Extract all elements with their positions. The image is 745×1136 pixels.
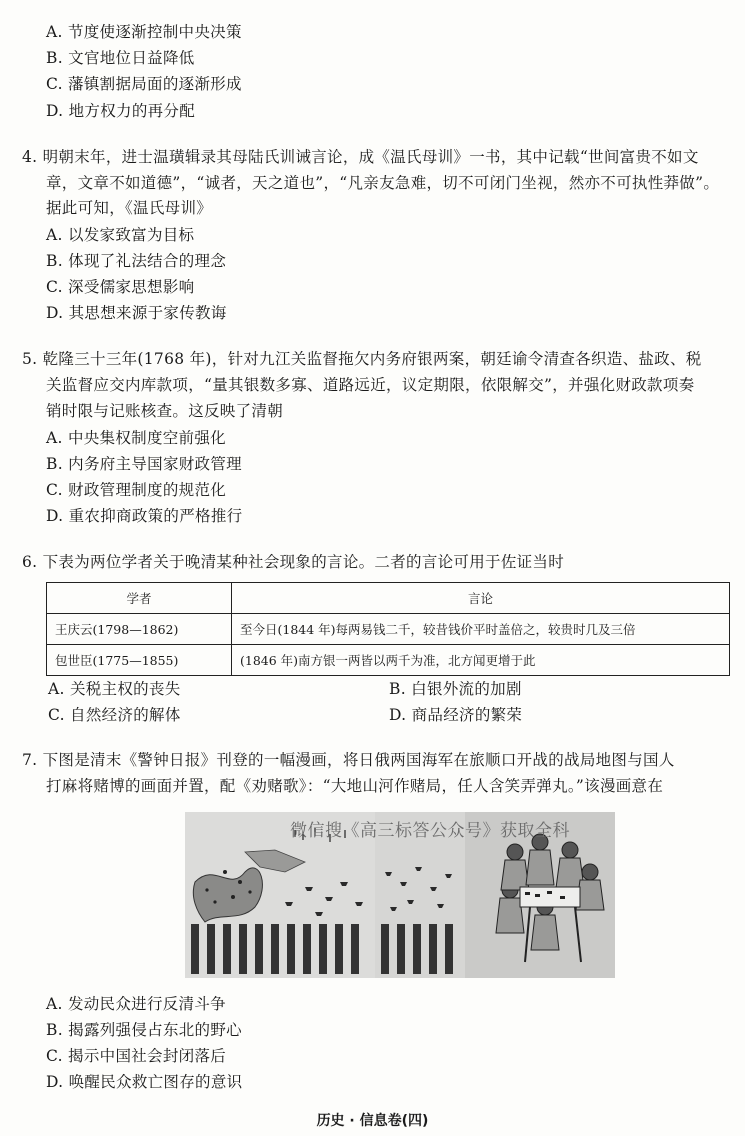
q5-option-b[interactable]: B. 内务府主导国家财政管理: [46, 455, 242, 473]
q5-stem-line-2: 关监督应交内库款项，“量其银数多寡、道路远近，议定期限，依限解交”，并强化财政款项奏: [46, 376, 695, 394]
q7-stem-line-1: 7. 下图是清末《警钟日报》刊登的一幅漫画，将日俄两国海军在旅顺口开战的战局地图与国人: [22, 751, 675, 769]
q4-option-d[interactable]: D. 其思想来源于家传教诲: [46, 304, 227, 322]
q7-option-c[interactable]: C. 揭示中国社会封闭落后: [46, 1047, 227, 1065]
table-header-quote: 言论: [232, 583, 730, 614]
table-cell-scholar: 包世臣(1775—1855): [47, 645, 232, 676]
q5-option-d[interactable]: D. 重农抑商政策的严格推行: [46, 507, 243, 525]
q4-option-b[interactable]: B. 体现了礼法结合的理念: [46, 252, 227, 270]
table-row: [47, 645, 730, 676]
q3-option-c[interactable]: C. 藩镇割据局面的逐渐形成: [46, 75, 242, 93]
q6-option-d[interactable]: D. 商品经济的繁荣: [389, 706, 523, 724]
q6-option-b[interactable]: B. 白银外流的加剧: [389, 680, 522, 698]
q5-stem-line-1: 5. 乾隆三十三年(1768 年)，针对九江关监督拖欠内务府银两案，朝廷谕令清查各织造、盐政、税: [22, 350, 702, 368]
table-cell-scholar: 王庆云(1798—1862): [47, 614, 232, 645]
table-cell-quote: (1846 年)南方银一两皆以两千为准，北方闻更增于此: [232, 645, 730, 676]
table-cell-quote: 至今日(1844 年)每两易钱二千，较昔钱价平时盖倍之，较贵时几及三倍: [232, 614, 730, 645]
q4-stem-line-3: 据此可知，《温氏母训》: [46, 199, 213, 217]
q7-option-d[interactable]: D. 唤醒民众救亡图存的意识: [46, 1073, 243, 1091]
q4-stem-line-2: 章，文章不如道德”，“诚者，天之道也”，“凡亲友急难，切不可闭门坐视，然亦不可执性莽做”。: [46, 174, 720, 192]
table-row: [47, 614, 730, 645]
q3-option-b[interactable]: B. 文官地位日益降低: [46, 49, 195, 67]
q6-stem: 6. 下表为两位学者关于晚清某种社会现象的言论。二者的言论可用于佐证当时: [22, 553, 565, 571]
q5-stem-line-3: 销时限与记账核查。这反映了清朝: [46, 402, 284, 420]
q4-stem-line-1: 4. 明朝末年，进士温璜辑录其母陆氏训诫言论，成《温氏母训》一书，其中记载“世间富贵不如文: [22, 148, 699, 166]
table-header-row: [47, 583, 730, 614]
q3-option-a[interactable]: A. 节度使逐渐控制中央决策: [46, 23, 242, 41]
q7-option-b[interactable]: B. 揭露列强侵占东北的野心: [46, 1021, 242, 1039]
page-footer: 历史 · 信息卷(四): [316, 1113, 429, 1129]
q6-option-a[interactable]: A. 关税主权的丧失: [48, 680, 181, 698]
q7-stem-line-2: 打麻将赌博的画面并置，配《劝赌歌》：“大地山河作赌局，任人含笑弄弹丸。”该漫画意在: [46, 777, 664, 795]
q4-option-c[interactable]: C. 深受儒家思想影响: [46, 278, 195, 296]
q6-quotes-table: [46, 582, 730, 676]
q5-option-c[interactable]: C. 财政管理制度的规范化: [46, 481, 227, 499]
watermark-text: 微信搜《高三标答公众号》获取全科: [290, 821, 570, 841]
q4-option-a[interactable]: A. 以发家致富为目标: [46, 226, 195, 244]
q6-option-c[interactable]: C. 自然经济的解体: [48, 706, 181, 724]
table-header-scholar: 学者: [47, 583, 232, 614]
q7-option-a[interactable]: A. 发动民众进行反清斗争: [46, 995, 226, 1013]
q5-option-a[interactable]: A. 中央集权制度空前强化: [46, 429, 226, 447]
q3-option-d[interactable]: D. 地方权力的再分配: [46, 102, 196, 120]
